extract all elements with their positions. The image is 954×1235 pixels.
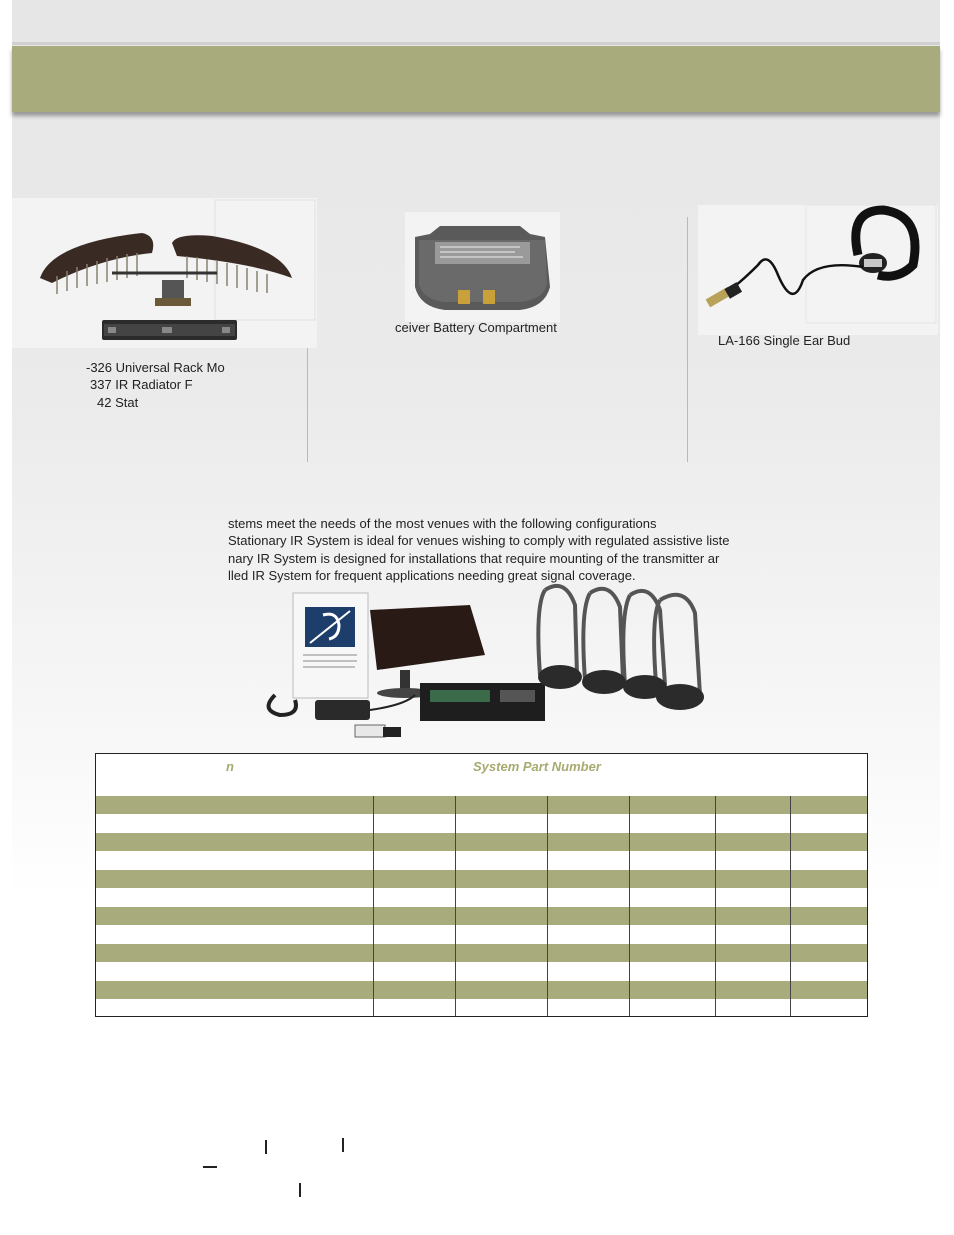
description-line-3: nary IR System is designed for installations that require mounting of the transmitter ar <box>228 551 720 566</box>
rack-mount-caption-line-2: 337 IR Radiator F <box>90 377 193 392</box>
stray-mark <box>342 1138 344 1152</box>
table-column-divider <box>455 796 456 1016</box>
table-row <box>96 870 867 888</box>
table-row <box>96 851 867 869</box>
description-line-1: stems meet the needs of the most venues with the following configurations <box>228 516 657 531</box>
rack-mount-caption-line-3: 42 Stat <box>97 395 139 410</box>
description-line-4: lled IR System for frequent applications needing great signal coverage. <box>228 568 636 583</box>
table-column-divider <box>790 796 791 1016</box>
table-row <box>96 814 867 832</box>
stray-mark <box>299 1183 301 1197</box>
table-column-divider <box>373 796 374 1016</box>
table-row <box>96 907 867 925</box>
table-header-left: n <box>226 759 234 774</box>
table-row <box>96 925 867 943</box>
ir-system-kit-photo <box>255 585 730 750</box>
rack-mount-caption-line-1: -326 Universal Rack Mo <box>86 360 225 375</box>
header-banner <box>12 46 940 112</box>
battery-caption <box>395 320 563 327</box>
single-ear-bud-photo <box>698 205 938 335</box>
table-row <box>96 999 867 1017</box>
table-column-divider <box>547 796 548 1016</box>
stray-mark <box>265 1140 267 1154</box>
rack-mount-radiator-photo <box>12 198 317 348</box>
ear-bud-caption <box>718 333 846 340</box>
top-rule <box>12 42 940 45</box>
table-column-divider <box>629 796 630 1016</box>
description-line-2: Stationary IR System is ideal for venues wishing to comply with regulated assistive liste <box>228 533 730 548</box>
table-row <box>96 833 867 851</box>
stray-mark <box>203 1166 217 1168</box>
table-column-divider <box>715 796 716 1016</box>
table-row <box>96 944 867 962</box>
table-row <box>96 796 867 814</box>
system-part-number-table <box>95 753 868 1017</box>
column-divider-right <box>687 217 688 462</box>
table-header <box>96 754 867 796</box>
table-row <box>96 888 867 906</box>
table-header-system-part-number: System Part Number <box>473 759 601 774</box>
table-row <box>96 981 867 999</box>
battery-compartment-photo <box>405 212 560 322</box>
table-row <box>96 962 867 980</box>
